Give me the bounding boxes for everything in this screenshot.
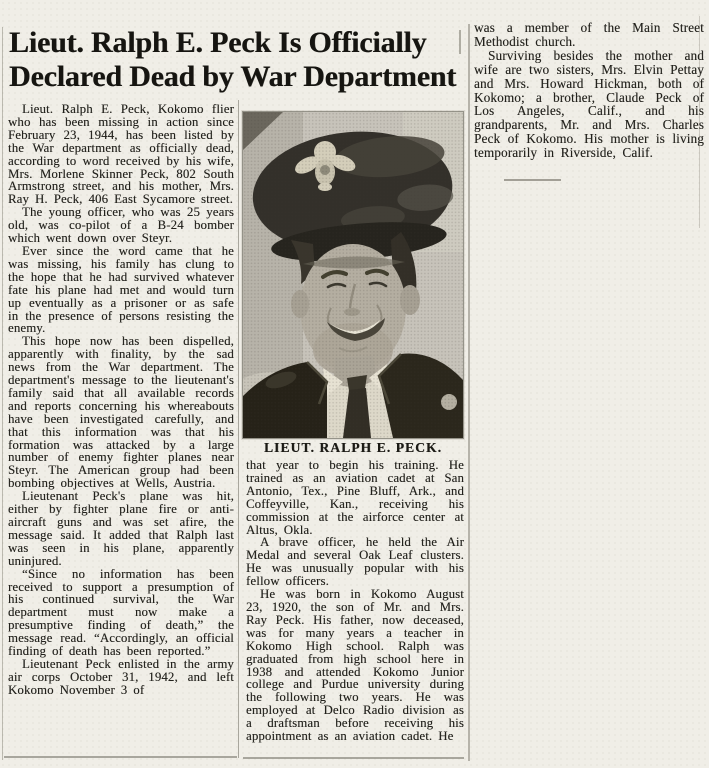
headline-line-1: Lieut. Ralph E. Peck Is Officially — [9, 26, 427, 59]
portrait-photo — [243, 112, 463, 438]
photo-caption: LIEUT. RALPH E. PECK. — [263, 440, 443, 455]
headline — [9, 26, 465, 94]
headline-line-2: Declared Dead by War Department — [9, 60, 457, 93]
middle-column-bottom-rule — [243, 757, 464, 759]
article-end-rule — [504, 179, 561, 181]
article-paragraph: Lieut. Ralph E. Peck, Kokomo flier who has been missing in action since February 23, 1944, has been listed by the War department as officially dead, according to word received by his wife, Mrs. Morlene Skinner Peck, 802 South Armstrong street, and his mother, Mrs. Ray H. Peck, 406 East Sycamore street. — [8, 102, 234, 207]
article-paragraph: Lieutenant Peck's plane was hit, either by fighter plane fire or anti-aircraft guns and was set afire, the message said. It added that Ralph last was seen in his plane, apparently uninjured. — [8, 489, 234, 568]
middle-column — [246, 459, 464, 743]
article-paragraph: The young officer, who was 25 years old, was co-pilot of a B-24 bomber which went down over Steyr. — [8, 205, 234, 246]
halftone-overlay — [243, 112, 463, 438]
column-divider-mid-right — [468, 24, 470, 761]
left-column-bottom-rule — [4, 756, 237, 758]
column-divider-left-mid — [238, 100, 239, 758]
article-paragraph: “Since no information has been received to support a presumption of his continued survival, the War department must now make a presumptive finding of death,” the message read. “Accordingly, an official finding of death has been reported.” — [8, 566, 234, 659]
left-column — [8, 103, 234, 697]
clipping-left-edge — [2, 27, 3, 760]
portrait-photo-illustration — [243, 112, 463, 438]
clipping-right-edge — [699, 16, 700, 228]
article-paragraph: that year to begin his training. He trained as an aviation cadet at San Antonio, Tex., Pine Bluff, Ark., and Coffeyville, Kan., receiving his commission at the airforce center at Altus, Okla. — [246, 458, 464, 537]
article-paragraph: This hope now has been dispelled, apparently with finality, by the sad news from the War department. The department's message to the lieutenant's family said that all available records and reports concerning his whereabouts have been investigated carefully, and that this information was that his formation was attacked by a large number of enemy fighter planes near Steyr. The American group had been bombing objectives at Wells, Austria. — [8, 334, 234, 491]
right-column — [474, 21, 704, 160]
article-paragraph: A brave officer, he held the Air Medal and several Oak Leaf clusters. He was unusually popular with his fellow officers. — [246, 535, 464, 589]
article-paragraph: Ever since the word came that he was missing, his family has clung to the hope that he had survived whatever fate his plane had met and would turn up eventually as a prisoner or as safe in the presence of persons resisting the enemy. — [8, 243, 234, 336]
article-paragraph: was a member of the Main Street Methodist church. — [474, 20, 704, 49]
print-artifact-mark — [459, 30, 461, 54]
article-paragraph: He was born in Kokomo August 23, 1920, the son of Mr. and Mrs. Ray Peck. His father, now deceased, was for many years a teacher in Kokomo High school. Ralph was graduated from high school here in 1938 and attended Kokomo Junior college and Purdue university during the following two years. He was employed at Delco Radio division as a draftsman before receiving his appointment as an aviation cadet. He — [246, 587, 464, 744]
article-paragraph: Lieutenant Peck enlisted in the army air corps October 31, 1942, and left Kokomo November 3 of — [8, 656, 234, 697]
article-paragraph: Surviving besides the mother and wife are two sisters, Mrs. Elvin Pettay and Mrs. Howard Hickman, both of Kokomo; a brother, Claude Peck of Los Angeles, Calif., and his grandparents, Mr. and Mrs. Charles Peck of Kokomo. His mother is living temporarily in Riverside, Calif. — [474, 47, 704, 161]
